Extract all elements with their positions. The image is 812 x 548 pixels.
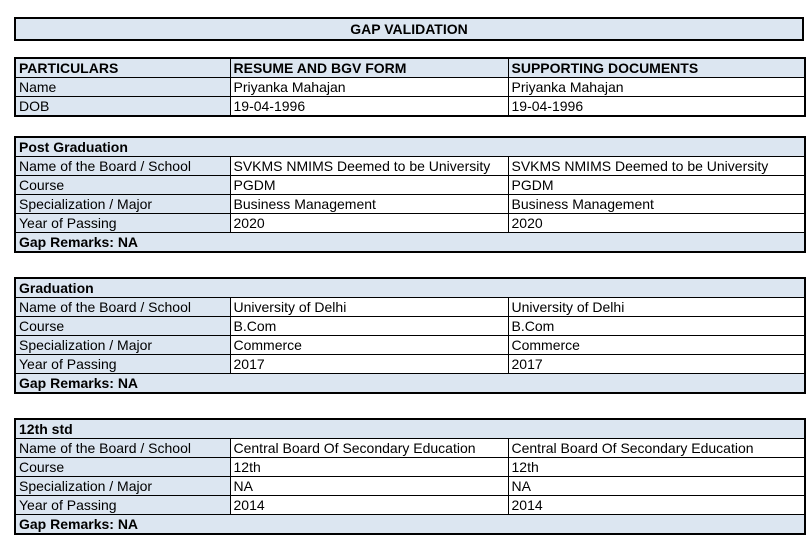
post-graduation-table [14,136,806,253]
resume-value-cell: 2020 [230,214,508,233]
resume-value-cell: Priyanka Mahajan [230,78,508,97]
table-row [15,214,805,233]
row-label-cell: Name of the Board / School [15,439,230,458]
row-label-cell: Name [15,78,230,97]
table-header-row [15,58,805,78]
supporting-value-cell: NA [508,477,805,496]
table-row [15,317,805,336]
gap-remarks-row [15,515,805,535]
table-row [15,355,805,374]
section-title-row [15,419,805,439]
row-label-cell: Year of Passing [15,496,230,515]
section-title-cell: Graduation [15,278,805,298]
supporting-value-cell: Priyanka Mahajan [508,78,805,97]
supporting-value-cell: 2014 [508,496,805,515]
column-header-particulars: PARTICULARS [15,58,230,78]
supporting-value-cell: PGDM [508,176,805,195]
graduation-table [14,277,806,394]
table-row [15,298,805,317]
row-label-cell: Course [15,176,230,195]
section-title-cell: 12th std [15,419,805,439]
supporting-value-cell: SVKMS NMIMS Deemed to be University [508,157,805,176]
resume-value-cell: PGDM [230,176,508,195]
gap-remarks-row [15,233,805,253]
gap-remarks-cell: Gap Remarks: NA [15,515,805,535]
row-label-cell: Course [15,317,230,336]
resume-value-cell: Commerce [230,336,508,355]
table-row [15,176,805,195]
resume-value-cell: B.Com [230,317,508,336]
resume-value-cell: 2014 [230,496,508,515]
row-label-cell: Specialization / Major [15,477,230,496]
gap-remarks-cell: Gap Remarks: NA [15,374,805,394]
resume-value-cell: Business Management [230,195,508,214]
supporting-value-cell: 19-04-1996 [508,97,805,117]
row-label-cell: DOB [15,97,230,117]
row-label-cell: Specialization / Major [15,336,230,355]
supporting-value-cell: Central Board Of Secondary Education [508,439,805,458]
column-header-resume-bgv: RESUME AND BGV FORM [230,58,508,78]
resume-value-cell: NA [230,477,508,496]
resume-value-cell: 2017 [230,355,508,374]
resume-value-cell: 12th [230,458,508,477]
resume-value-cell: Central Board Of Secondary Education [230,439,508,458]
table-row [15,78,805,97]
row-label-cell: Course [15,458,230,477]
column-header-supporting-docs: SUPPORTING DOCUMENTS [508,58,805,78]
section-title-row [15,137,805,157]
page-title: GAP VALIDATION [14,17,804,41]
resume-value-cell: 19-04-1996 [230,97,508,117]
section-title-cell: Post Graduation [15,137,805,157]
row-label-cell: Year of Passing [15,355,230,374]
supporting-value-cell: University of Delhi [508,298,805,317]
row-label-cell: Name of the Board / School [15,157,230,176]
twelfth-std-table [14,418,806,535]
table-row [15,439,805,458]
gap-remarks-row [15,374,805,394]
row-label-cell: Name of the Board / School [15,298,230,317]
table-row [15,496,805,515]
table-row [15,157,805,176]
row-label-cell: Specialization / Major [15,195,230,214]
supporting-value-cell: B.Com [508,317,805,336]
table-row [15,195,805,214]
supporting-value-cell: Business Management [508,195,805,214]
supporting-value-cell: 12th [508,458,805,477]
section-title-row [15,278,805,298]
resume-value-cell: University of Delhi [230,298,508,317]
supporting-value-cell: Commerce [508,336,805,355]
supporting-value-cell: 2017 [508,355,805,374]
row-label-cell: Year of Passing [15,214,230,233]
table-row [15,477,805,496]
supporting-value-cell: 2020 [508,214,805,233]
table-row [15,336,805,355]
table-row [15,458,805,477]
candidate-summary-table [14,57,806,117]
resume-value-cell: SVKMS NMIMS Deemed to be University [230,157,508,176]
table-row [15,97,805,117]
gap-remarks-cell: Gap Remarks: NA [15,233,805,253]
